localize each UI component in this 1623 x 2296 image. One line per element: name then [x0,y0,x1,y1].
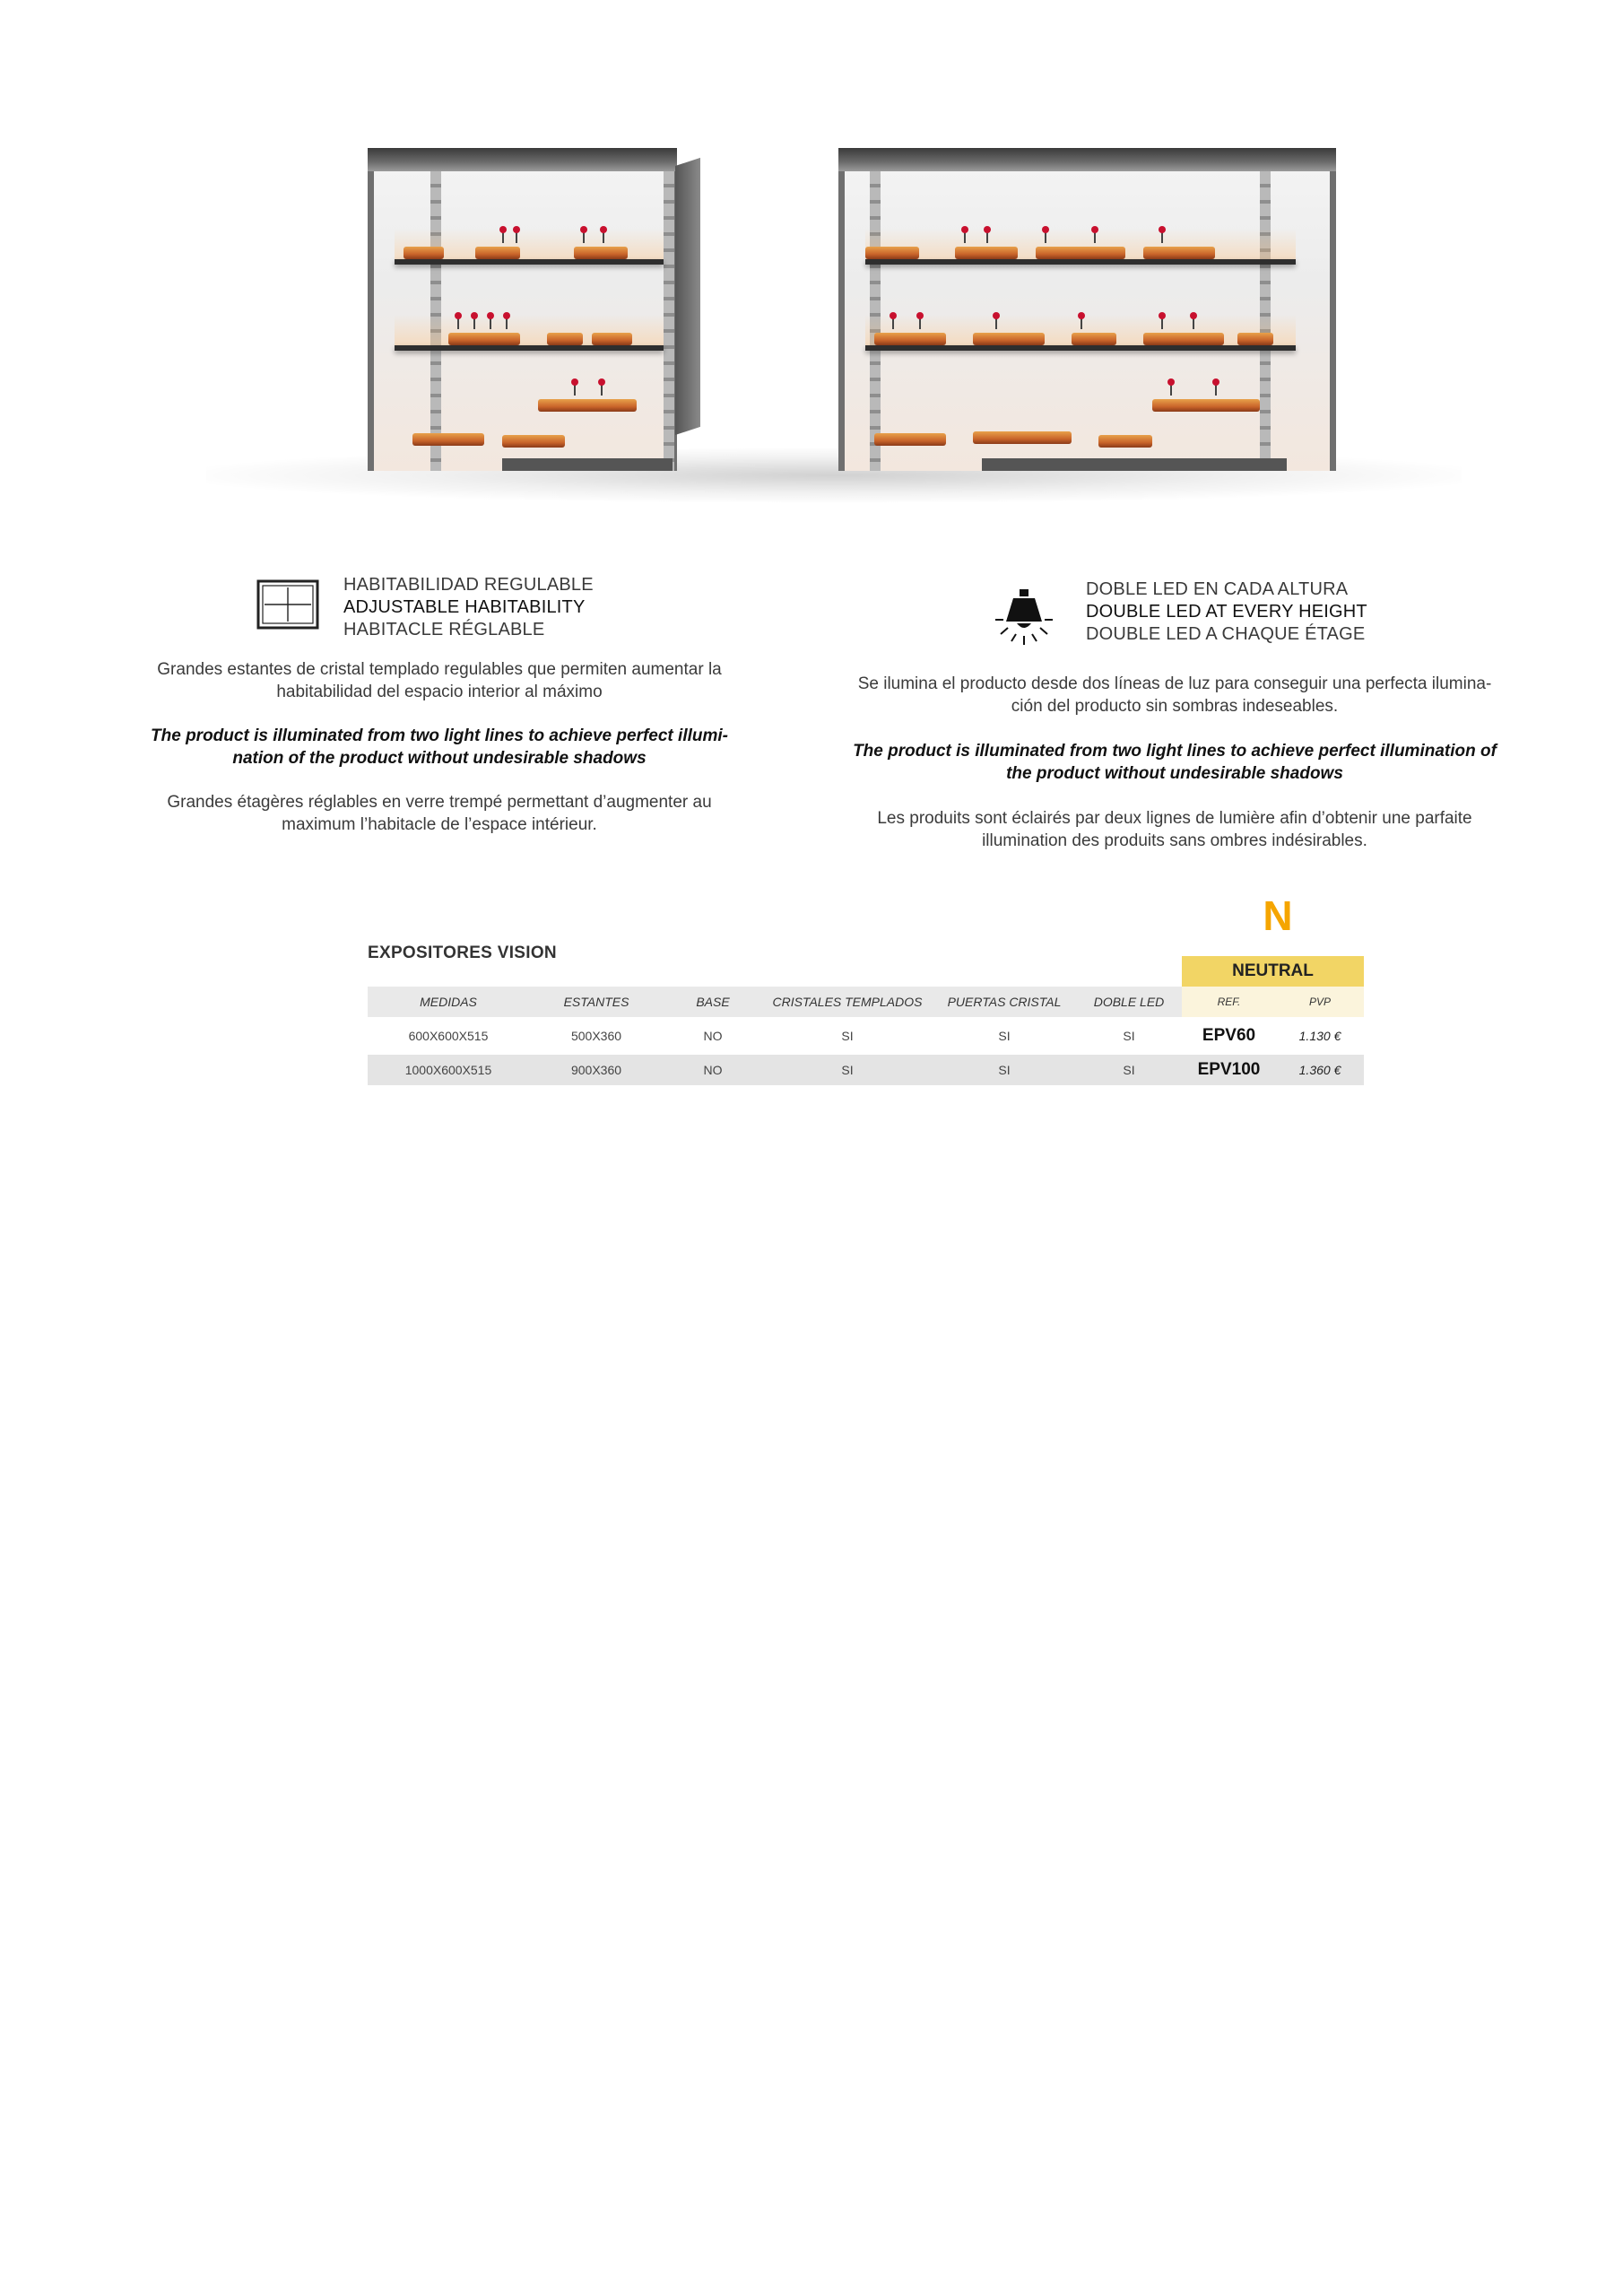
cabinet-top [368,148,677,171]
food-tray [448,333,520,345]
food-pick [583,230,585,243]
cell-puertas: SI [998,1029,1011,1043]
food-tray [412,433,484,446]
cell-estantes: 500X360 [570,1029,622,1043]
food-pick [919,317,921,329]
desc-fr-left [135,791,744,836]
food-tray [865,247,919,259]
food-tray [592,333,632,345]
food-pick [1045,230,1046,243]
title-es: HABITABILIDAD REGULABLE [343,575,594,595]
desc-line: Les produits sont éclairés par deux lignes de lumière afin d’obtenir une parfaite [877,809,1472,828]
desc-line: Grandes estantes de cristal templado regulables que permiten aumentar la [157,660,722,679]
cell-pvp: 1.360 € [1298,1063,1341,1077]
desc-line: habitabilidad del espacio interior al máximo [276,683,603,701]
food-tray [874,333,946,345]
adjustable-frame-icon [256,579,319,630]
cell-base: NO [703,1029,723,1043]
cabinet-side [675,158,700,435]
food-tray [973,333,1045,345]
shelf [395,345,664,351]
neutral-group-header: NEUTRAL [1182,956,1364,987]
shelf [865,345,1296,351]
cell-doble-led: SI [1123,1029,1135,1043]
cabinet-frame [368,148,677,471]
food-pick [601,383,603,396]
cabinet-top [838,148,1336,171]
desc-es-right [834,673,1515,718]
food-tray [475,247,520,259]
food-tray [973,431,1072,444]
food-pick [1081,317,1082,329]
desc-line: The product is illuminated from two light lines to achieve perfect illumi- [151,726,728,745]
cell-pvp: 1.130 € [1298,1029,1341,1043]
header-cristales: CRISTALES TEMPLADOS [772,995,923,1009]
food-pick [995,317,997,329]
food-tray [538,399,637,412]
display-cabinet-1000 [838,148,1336,471]
food-tray [1098,435,1152,448]
title-fr: HABITACLE RÉGLABLE [343,620,545,639]
food-pick [473,317,475,329]
cell-ref: EPV60 [1202,1026,1256,1045]
food-tray [1036,247,1125,259]
cell-estantes: 900X360 [570,1063,622,1077]
cell-medidas: 1000X600X515 [404,1063,492,1077]
food-tray [1152,399,1260,412]
cabinet-base [982,458,1287,471]
food-pick [457,317,459,329]
desc-fr-right [834,807,1515,852]
desc-line: The product is illuminated from two light lines to achieve perfect illumination of [853,742,1497,761]
food-tray [502,435,565,448]
header-estantes: ESTANTES [563,995,629,1009]
food-pick [1161,230,1163,243]
table-row [368,1055,1364,1085]
title-en: DOUBLE LED AT EVERY HEIGHT [1086,602,1367,622]
feature-title-right [1086,578,1367,646]
food-pick [1094,230,1096,243]
table-title: EXPOSITORES VISION [368,944,557,962]
header-medidas: MEDIDAS [420,995,477,1009]
header-ref: REF. [1217,996,1241,1008]
desc-line: ción del producto sin sombras indeseables. [1011,697,1339,716]
food-pick [964,230,966,243]
food-tray [955,247,1018,259]
food-tray [547,333,583,345]
food-pick [892,317,894,329]
desc-en-left [135,725,744,770]
food-tray [1143,247,1215,259]
food-pick [506,317,508,329]
food-pick [574,383,576,396]
food-pick [502,230,504,243]
header-pvp: PVP [1308,996,1331,1008]
food-pick [1161,317,1163,329]
desc-line: Grandes étagères réglables en verre trempé permettant d’augmenter au [167,793,712,812]
desc-line: nation of the product without undesirable shadows [232,749,647,768]
food-pick [490,317,491,329]
cabinet-post [664,171,674,471]
cell-doble-led: SI [1123,1063,1135,1077]
feature-title-left [343,574,594,641]
lamp-light-icon [992,587,1056,647]
table-row [368,1021,1364,1051]
desc-line: the product without undesirable shadows [1006,764,1343,783]
desc-en-right [834,740,1515,785]
desc-line: Se ilumina el producto desde dos líneas de luz para conseguir una perfecta ilumina- [857,674,1492,693]
header-base: BASE [696,995,730,1009]
title-fr: DOUBLE LED A CHAQUE ÉTAGE [1086,624,1366,644]
title-es: DOBLE LED EN CADA ALTURA [1086,579,1349,599]
header-doble-led: DOBLE LED [1093,995,1165,1009]
cabinet-base [502,458,673,471]
food-tray [574,247,628,259]
cell-ref: EPV100 [1197,1060,1261,1079]
title-en: ADJUSTABLE HABITABILITY [343,597,586,617]
food-pick [1193,317,1194,329]
food-pick [1215,383,1217,396]
food-tray [1237,333,1273,345]
food-tray [1072,333,1116,345]
desc-es-left [135,658,744,703]
food-pick [986,230,988,243]
neutral-badge-letter: N [1263,892,1293,939]
table-header-row [368,987,1364,1017]
food-tray [404,247,444,259]
food-tray [1143,333,1224,345]
food-pick [516,230,517,243]
shelf [865,259,1296,265]
cell-puertas: SI [998,1063,1011,1077]
food-pick [603,230,604,243]
desc-line: maximum l’habitacle de l’espace intérieur. [282,815,597,834]
cell-medidas: 600X600X515 [408,1029,489,1043]
desc-line: illumination des produits sans ombres indésirables. [982,831,1367,850]
shelf [395,259,664,265]
cell-cristales: SI [841,1063,854,1077]
cell-cristales: SI [841,1029,854,1043]
food-pick [1170,383,1172,396]
display-cabinet-600 [368,148,677,471]
food-tray [874,433,946,446]
cell-base: NO [703,1063,723,1077]
header-puertas: PUERTAS CRISTAL [947,995,1062,1009]
